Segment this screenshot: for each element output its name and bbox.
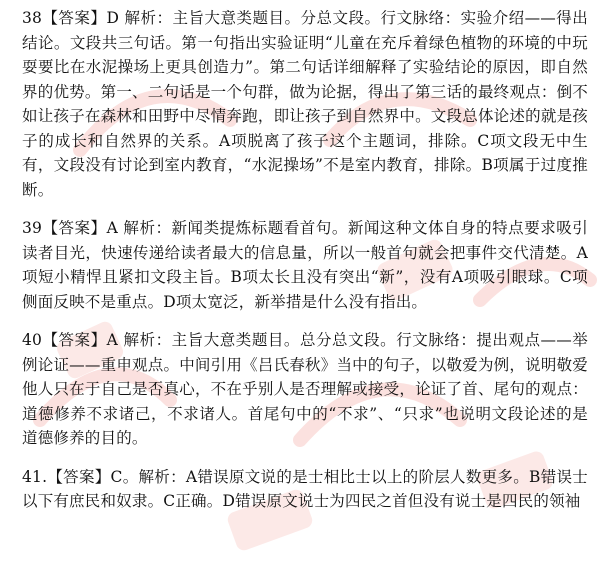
answer-paragraph-39 xyxy=(22,216,588,314)
question-number: 41. xyxy=(22,467,48,486)
question-number: 38 xyxy=(22,9,43,27)
answer-paragraph-41 xyxy=(22,465,588,514)
answer-paragraph-38 xyxy=(22,6,588,202)
answer-label: 【答案】 xyxy=(47,467,111,486)
answer-label: 【答案】 xyxy=(42,219,107,237)
answer-explanation: D 解析：主旨大意类题目。分总文段。行文脉络：实验介绍——得出结论。文段共三句话。第一句指出实验证明“儿童在充斥着绿色植物的环境的中玩耍要比在水泥操场上更具创造力”。第二句话详细解释了实验结论的原因，即自然界的优势。第一、二句话是一个句群，做为论据，得出了第三话的最终观点：倒不如让孩子在森林和田野中尽情奔跑，即让孩子到自然界中。文段总体论述的就是孩子的成长和自然界的关系。A项脱离了孩子这个主题词，排除。C项文段无中生有，文段没有讨论到室内教育，“水泥操场”不是室内教育，排除。B项属于过度推断。 xyxy=(22,9,588,199)
answer-explanation: A 解析：主旨大意类题目。总分总文段。行文脉络：提出观点——举例论证——重申观点。中间引用《吕氏春秋》当中的句子，以敬爱为例，说明敬爱他人只在于自己是否真心，不在乎别人是否理解或接受，论证了首、尾句的观点：道德修养不求诸己，不求诸人。首尾句中的“不求”、“只求”也说明文段论述的是道德修养的目的。 xyxy=(22,331,588,447)
answer-explanation: C。解析：A错误原文说的是士相比士以上的阶层人数更多。B错误士以下有庶民和奴隶。C正确。D错误原文说士为四民之首但没有说士是四民的领袖 xyxy=(22,467,588,510)
question-number: 40 xyxy=(22,331,43,349)
answer-explanation: A 解析：新闻类提炼标题看首句。新闻这种文体自身的特点要求吸引读者目光，快速传递给读者最大的信息量，所以一般首句就会把事件交代清楚。A项短小精悍且紧扣文段主旨。B项太长且没有突出“新”，没有A项吸引眼球。C项侧面反映不是重点。D项太宽泛，新举措是什么没有指出。 xyxy=(22,219,588,311)
question-number: 39 xyxy=(22,219,43,237)
answer-label: 【答案】 xyxy=(42,331,107,349)
answer-label: 【答案】 xyxy=(42,9,107,27)
answer-paragraph-40 xyxy=(22,328,588,451)
